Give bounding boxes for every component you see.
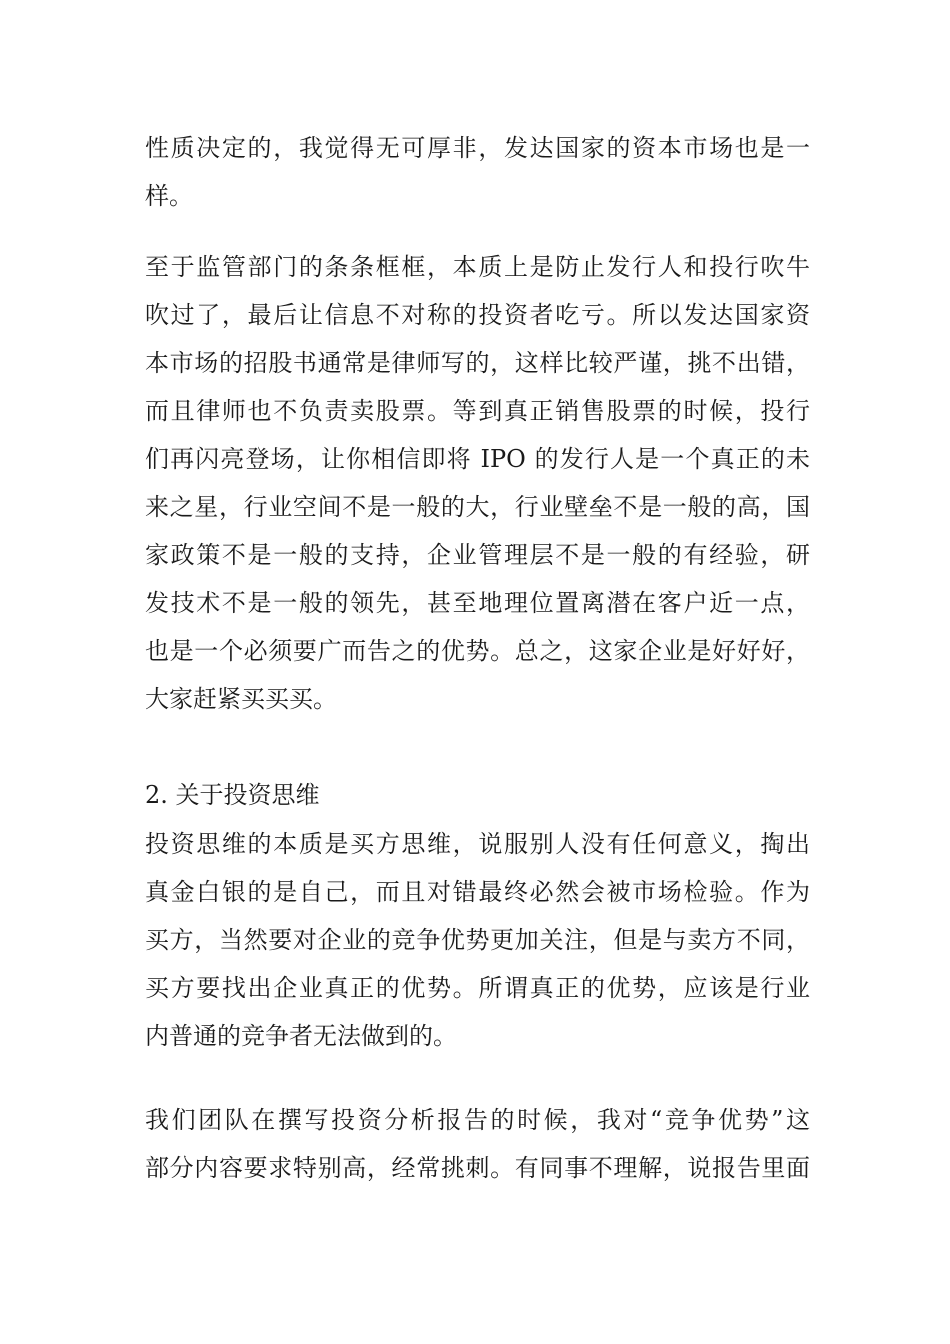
text-line: 们再闪亮登场，让你相信即将 IPO 的发行人是一个真正的未 [145, 445, 810, 473]
text-line: 本市场的招股书通常是律师写的，这样比较严谨，挑不出错， [145, 349, 810, 377]
text-line: 投资思维的本质是买方思维，说服别人没有任何意义，掏出 [145, 830, 810, 858]
text-line: 我们团队在撰写投资分析报告的时候，我对“竞争优势”这 [145, 1106, 810, 1134]
text-line: 内普通的竞争者无法做到的。 [145, 1022, 457, 1050]
text-line: 至于监管部门的条条框框，本质上是防止发行人和投行吹牛 [145, 253, 810, 281]
text-line: 也是一个必须要广而告之的优势。总之，这家企业是好好好， [145, 637, 810, 665]
text-line: 买方要找出企业真正的优势。所谓真正的优势，应该是行业 [145, 974, 810, 1002]
text-line: 部分内容要求特别高，经常挑刺。有同事不理解，说报告里面 [145, 1154, 810, 1182]
heading-text: 2. 关于投资思维 [145, 781, 320, 809]
text-line: 样。 [145, 182, 193, 210]
text-line: 发技术不是一般的领先，甚至地理位置离潜在客户近一点， [145, 589, 810, 617]
text-line: 来之星，行业空间不是一般的大，行业壁垒不是一般的高，国 [145, 493, 810, 521]
paragraph-2 [145, 243, 810, 723]
paragraph-4 [145, 1096, 810, 1192]
text-line: 而且律师也不负责卖股票。等到真正销售股票的时候，投行 [145, 397, 810, 425]
paragraph-3 [145, 820, 810, 1060]
paragraph-1 [145, 124, 810, 220]
text-line: 买方，当然要对企业的竞争优势更加关注，但是与卖方不同， [145, 926, 810, 954]
text-line: 家政策不是一般的支持，企业管理层不是一般的有经验，研 [145, 541, 810, 569]
text-line: 吹过了，最后让信息不对称的投资者吃亏。所以发达国家资 [145, 301, 810, 329]
text-line: 大家赶紧买买买。 [145, 685, 337, 713]
text-line: 性质决定的，我觉得无可厚非，发达国家的资本市场也是一 [145, 134, 810, 162]
section-heading [145, 771, 810, 819]
text-line: 真金白银的是自己，而且对错最终必然会被市场检验。作为 [145, 878, 810, 906]
